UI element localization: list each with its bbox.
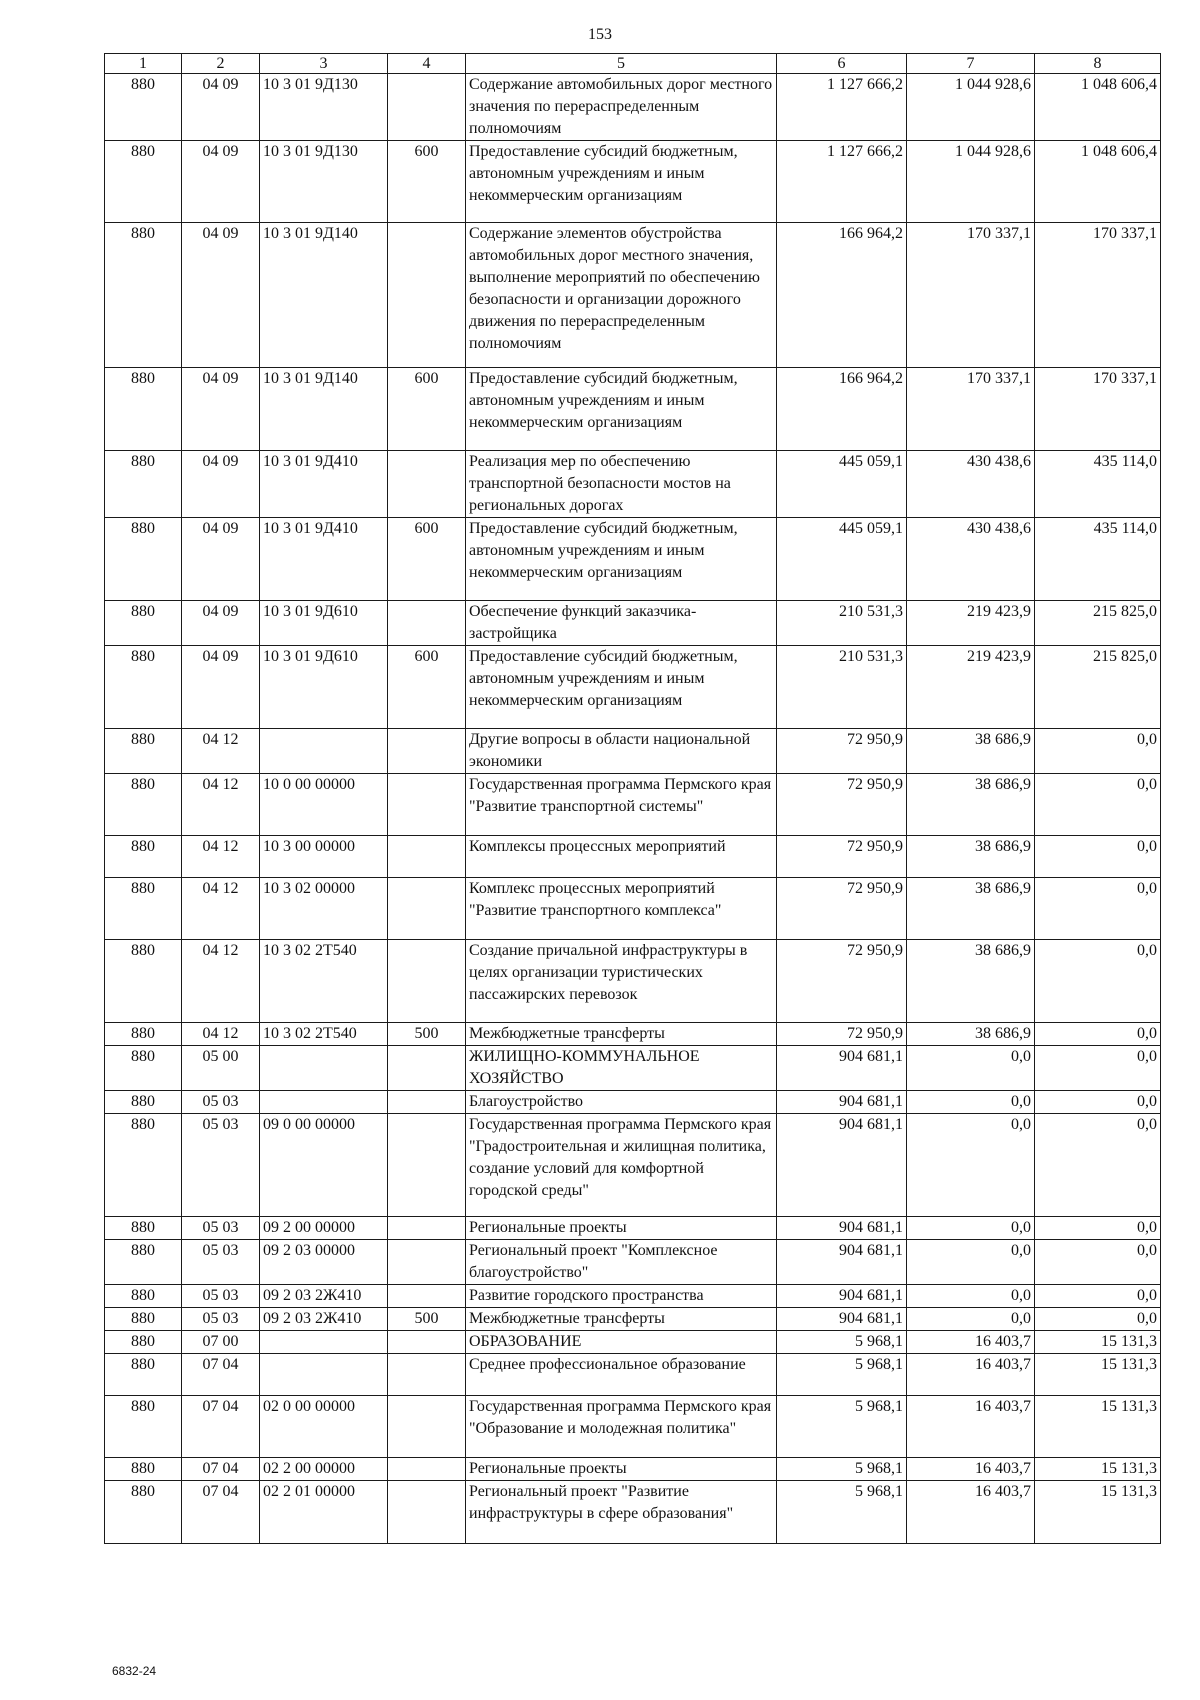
footer-code: 6832-24 [112,1664,157,1678]
cell-expense-type [388,1240,466,1285]
cell-description: Предоставление субсидий бюджетным, автономным учреждениям и иным некоммерческим организациям [466,518,777,601]
cell-amount-year-2: 0,0 [907,1114,1035,1217]
cell-ministry-code: 880 [105,1458,182,1481]
cell-amount-year-2: 430 438,6 [907,518,1035,601]
cell-amount-year-2: 38 686,9 [907,940,1035,1023]
table-row [105,601,1161,646]
cell-expense-type [388,1481,466,1544]
cell-section-code: 04 12 [182,878,260,940]
cell-target-article [260,1354,388,1396]
cell-amount-year-2: 170 337,1 [907,223,1035,368]
cell-amount-year-2: 1 044 928,6 [907,74,1035,141]
cell-description: Развитие городского пространства [466,1285,777,1308]
cell-ministry-code: 880 [105,1308,182,1331]
cell-ministry-code: 880 [105,1354,182,1396]
cell-ministry-code: 880 [105,1217,182,1240]
cell-ministry-code: 880 [105,1396,182,1458]
cell-section-code: 05 03 [182,1308,260,1331]
cell-expense-type: 600 [388,141,466,223]
cell-amount-year-3: 0,0 [1035,1023,1161,1046]
cell-ministry-code: 880 [105,451,182,518]
cell-target-article: 02 0 00 00000 [260,1396,388,1458]
cell-target-article: 10 3 01 9Д130 [260,141,388,223]
cell-amount-year-3: 15 131,3 [1035,1331,1161,1354]
cell-ministry-code: 880 [105,368,182,451]
cell-amount-year-1: 904 681,1 [777,1240,907,1285]
cell-target-article: 02 2 00 00000 [260,1458,388,1481]
cell-amount-year-1: 72 950,9 [777,940,907,1023]
cell-description: Создание причальной инфраструктуры в целях организации туристических пассажирских перевозок [466,940,777,1023]
cell-expense-type: 500 [388,1308,466,1331]
cell-target-article: 10 0 00 00000 [260,774,388,836]
cell-description: Региональный проект "Комплексное благоустройство" [466,1240,777,1285]
cell-amount-year-1: 5 968,1 [777,1396,907,1458]
cell-amount-year-2: 170 337,1 [907,368,1035,451]
cell-description: Комплексы процессных мероприятий [466,836,777,878]
table-row [105,836,1161,878]
header-row [105,54,1161,74]
cell-expense-type [388,1046,466,1091]
cell-amount-year-1: 1 127 666,2 [777,74,907,141]
column-header: 5 [466,54,777,74]
table-body [105,74,1161,1544]
table-row [105,878,1161,940]
cell-expense-type [388,836,466,878]
cell-expense-type [388,1114,466,1217]
cell-ministry-code: 880 [105,1285,182,1308]
cell-description: Среднее профессиональное образование [466,1354,777,1396]
cell-ministry-code: 880 [105,1046,182,1091]
cell-ministry-code: 880 [105,729,182,774]
cell-section-code: 07 04 [182,1481,260,1544]
cell-section-code: 07 04 [182,1458,260,1481]
cell-description: ЖИЛИЩНО-КОММУНАЛЬНОЕ ХОЗЯЙСТВО [466,1046,777,1091]
cell-amount-year-1: 5 968,1 [777,1354,907,1396]
cell-amount-year-3: 15 131,3 [1035,1481,1161,1544]
table-row [105,1308,1161,1331]
cell-amount-year-2: 38 686,9 [907,878,1035,940]
cell-description: Содержание элементов обустройства автомобильных дорог местного значения, выполнение мероприятий по обеспечению безопасности и организации дорожного движения по перераспределенным полномочиям [466,223,777,368]
cell-amount-year-2: 0,0 [907,1046,1035,1091]
cell-section-code: 07 00 [182,1331,260,1354]
cell-amount-year-3: 0,0 [1035,1217,1161,1240]
cell-amount-year-2: 0,0 [907,1217,1035,1240]
cell-amount-year-3: 215 825,0 [1035,646,1161,729]
cell-amount-year-1: 445 059,1 [777,451,907,518]
cell-description: Межбюджетные трансферты [466,1023,777,1046]
cell-amount-year-1: 904 681,1 [777,1308,907,1331]
cell-amount-year-3: 0,0 [1035,836,1161,878]
cell-expense-type: 600 [388,518,466,601]
cell-amount-year-2: 219 423,9 [907,601,1035,646]
cell-section-code: 07 04 [182,1396,260,1458]
cell-amount-year-2: 16 403,7 [907,1396,1035,1458]
cell-description: ОБРАЗОВАНИЕ [466,1331,777,1354]
cell-ministry-code: 880 [105,646,182,729]
cell-amount-year-3: 215 825,0 [1035,601,1161,646]
cell-ministry-code: 880 [105,141,182,223]
cell-amount-year-3: 15 131,3 [1035,1458,1161,1481]
cell-target-article: 09 2 03 00000 [260,1240,388,1285]
cell-target-article: 10 3 01 9Д610 [260,646,388,729]
cell-ministry-code: 880 [105,518,182,601]
cell-target-article: 10 3 01 9Д410 [260,518,388,601]
cell-description: Межбюджетные трансферты [466,1308,777,1331]
cell-section-code: 04 12 [182,836,260,878]
cell-amount-year-1: 904 681,1 [777,1046,907,1091]
cell-expense-type [388,1217,466,1240]
cell-ministry-code: 880 [105,1331,182,1354]
cell-amount-year-2: 16 403,7 [907,1481,1035,1544]
cell-amount-year-3: 0,0 [1035,878,1161,940]
cell-section-code: 04 12 [182,729,260,774]
cell-description: Государственная программа Пермского края "Градостроительная и жилищная политика, создание условий для комфортной городской среды" [466,1114,777,1217]
cell-section-code: 05 03 [182,1091,260,1114]
cell-amount-year-3: 15 131,3 [1035,1396,1161,1458]
cell-amount-year-2: 16 403,7 [907,1331,1035,1354]
cell-description: Обеспечение функций заказчика-застройщика [466,601,777,646]
cell-amount-year-3: 435 114,0 [1035,518,1161,601]
cell-section-code: 04 09 [182,368,260,451]
cell-ministry-code: 880 [105,836,182,878]
cell-amount-year-1: 445 059,1 [777,518,907,601]
cell-amount-year-1: 210 531,3 [777,601,907,646]
cell-target-article [260,729,388,774]
cell-ministry-code: 880 [105,1240,182,1285]
budget-table [104,53,1161,1544]
page-number: 153 [588,26,612,43]
cell-amount-year-2: 0,0 [907,1308,1035,1331]
cell-amount-year-2: 38 686,9 [907,836,1035,878]
table-row [105,1285,1161,1308]
cell-target-article: 09 0 00 00000 [260,1114,388,1217]
cell-ministry-code: 880 [105,223,182,368]
cell-ministry-code: 880 [105,1023,182,1046]
cell-amount-year-1: 72 950,9 [777,836,907,878]
cell-expense-type: 600 [388,646,466,729]
cell-section-code: 05 03 [182,1217,260,1240]
table-row [105,1114,1161,1217]
cell-expense-type [388,74,466,141]
cell-amount-year-1: 5 968,1 [777,1331,907,1354]
cell-section-code: 05 03 [182,1285,260,1308]
cell-amount-year-3: 0,0 [1035,1114,1161,1217]
cell-ministry-code: 880 [105,1091,182,1114]
cell-expense-type [388,451,466,518]
cell-amount-year-3: 0,0 [1035,1308,1161,1331]
cell-ministry-code: 880 [105,1481,182,1544]
cell-ministry-code: 880 [105,74,182,141]
cell-amount-year-1: 5 968,1 [777,1458,907,1481]
cell-target-article: 10 3 01 9Д140 [260,223,388,368]
table-row [105,729,1161,774]
cell-target-article: 10 3 00 00000 [260,836,388,878]
cell-target-article: 10 3 02 2Т540 [260,940,388,1023]
cell-section-code: 04 09 [182,646,260,729]
cell-ministry-code: 880 [105,601,182,646]
cell-amount-year-3: 0,0 [1035,774,1161,836]
cell-section-code: 04 09 [182,141,260,223]
cell-amount-year-1: 904 681,1 [777,1285,907,1308]
cell-amount-year-1: 72 950,9 [777,878,907,940]
cell-amount-year-1: 1 127 666,2 [777,141,907,223]
cell-target-article: 10 3 01 9Д610 [260,601,388,646]
cell-section-code: 04 12 [182,940,260,1023]
cell-amount-year-1: 166 964,2 [777,223,907,368]
cell-amount-year-2: 16 403,7 [907,1458,1035,1481]
cell-amount-year-1: 72 950,9 [777,774,907,836]
cell-description: Государственная программа Пермского края "Образование и молодежная политика" [466,1396,777,1458]
cell-section-code: 04 09 [182,601,260,646]
cell-section-code: 05 03 [182,1114,260,1217]
table-row [105,774,1161,836]
cell-amount-year-3: 1 048 606,4 [1035,74,1161,141]
cell-amount-year-2: 0,0 [907,1091,1035,1114]
cell-target-article [260,1046,388,1091]
cell-expense-type: 500 [388,1023,466,1046]
table-row [105,1481,1161,1544]
cell-target-article: 09 2 03 2Ж410 [260,1308,388,1331]
table-row [105,518,1161,601]
cell-section-code: 04 09 [182,451,260,518]
cell-amount-year-1: 904 681,1 [777,1217,907,1240]
cell-amount-year-1: 904 681,1 [777,1114,907,1217]
cell-ministry-code: 880 [105,774,182,836]
table-row [105,646,1161,729]
cell-amount-year-2: 219 423,9 [907,646,1035,729]
cell-expense-type [388,1091,466,1114]
cell-description: Предоставление субсидий бюджетным, автономным учреждениям и иным некоммерческим организациям [466,646,777,729]
cell-description: Региональные проекты [466,1217,777,1240]
cell-amount-year-1: 72 950,9 [777,1023,907,1046]
cell-amount-year-3: 0,0 [1035,1046,1161,1091]
cell-description: Комплекс процессных мероприятий "Развитие транспортного комплекса" [466,878,777,940]
cell-amount-year-3: 0,0 [1035,1091,1161,1114]
table-row [105,141,1161,223]
table-row [105,1023,1161,1046]
cell-target-article [260,1091,388,1114]
cell-amount-year-1: 166 964,2 [777,368,907,451]
table-row [105,1091,1161,1114]
column-header: 4 [388,54,466,74]
cell-amount-year-2: 38 686,9 [907,1023,1035,1046]
cell-description: Региональные проекты [466,1458,777,1481]
cell-ministry-code: 880 [105,878,182,940]
table-row [105,1396,1161,1458]
cell-section-code: 04 12 [182,1023,260,1046]
cell-amount-year-3: 170 337,1 [1035,368,1161,451]
cell-section-code: 07 04 [182,1354,260,1396]
cell-description: Другие вопросы в области национальной экономики [466,729,777,774]
table-row [105,1046,1161,1091]
cell-target-article: 10 3 01 9Д130 [260,74,388,141]
column-header: 1 [105,54,182,74]
table-row [105,1217,1161,1240]
cell-expense-type [388,774,466,836]
cell-expense-type [388,1331,466,1354]
column-header: 6 [777,54,907,74]
cell-amount-year-3: 0,0 [1035,1240,1161,1285]
cell-target-article: 09 2 00 00000 [260,1217,388,1240]
cell-section-code: 04 09 [182,223,260,368]
cell-expense-type [388,1458,466,1481]
cell-expense-type [388,729,466,774]
cell-amount-year-2: 0,0 [907,1285,1035,1308]
cell-expense-type [388,223,466,368]
cell-amount-year-3: 170 337,1 [1035,223,1161,368]
cell-target-article: 10 3 02 00000 [260,878,388,940]
cell-section-code: 04 09 [182,518,260,601]
column-header: 2 [182,54,260,74]
cell-description: Содержание автомобильных дорог местного значения по перераспределенным полномочиям [466,74,777,141]
cell-amount-year-3: 15 131,3 [1035,1354,1161,1396]
table-row [105,1240,1161,1285]
cell-amount-year-1: 210 531,3 [777,646,907,729]
cell-expense-type [388,601,466,646]
cell-expense-type: 600 [388,368,466,451]
column-header: 8 [1035,54,1161,74]
cell-target-article: 02 2 01 00000 [260,1481,388,1544]
cell-expense-type [388,878,466,940]
cell-target-article: 10 3 01 9Д140 [260,368,388,451]
cell-ministry-code: 880 [105,940,182,1023]
cell-section-code: 05 00 [182,1046,260,1091]
table-row [105,1458,1161,1481]
cell-description: Государственная программа Пермского края "Развитие транспортной системы" [466,774,777,836]
cell-amount-year-1: 5 968,1 [777,1481,907,1544]
cell-amount-year-2: 430 438,6 [907,451,1035,518]
cell-amount-year-3: 0,0 [1035,940,1161,1023]
cell-section-code: 05 03 [182,1240,260,1285]
table-row [105,940,1161,1023]
cell-amount-year-3: 0,0 [1035,729,1161,774]
cell-description: Предоставление субсидий бюджетным, автономным учреждениям и иным некоммерческим организациям [466,368,777,451]
table-row [105,1354,1161,1396]
cell-amount-year-1: 72 950,9 [777,729,907,774]
cell-amount-year-3: 1 048 606,4 [1035,141,1161,223]
table-row [105,223,1161,368]
cell-amount-year-1: 904 681,1 [777,1091,907,1114]
cell-ministry-code: 880 [105,1114,182,1217]
cell-expense-type [388,1285,466,1308]
cell-target-article: 10 3 02 2Т540 [260,1023,388,1046]
cell-section-code: 04 12 [182,774,260,836]
table-row [105,451,1161,518]
cell-description: Благоустройство [466,1091,777,1114]
column-header: 3 [260,54,388,74]
table-row [105,1331,1161,1354]
cell-amount-year-3: 435 114,0 [1035,451,1161,518]
cell-amount-year-2: 1 044 928,6 [907,141,1035,223]
cell-expense-type [388,1354,466,1396]
table-row [105,368,1161,451]
cell-section-code: 04 09 [182,74,260,141]
cell-target-article: 09 2 03 2Ж410 [260,1285,388,1308]
cell-amount-year-2: 16 403,7 [907,1354,1035,1396]
cell-description: Региональный проект "Развитие инфраструктуры в сфере образования" [466,1481,777,1544]
cell-amount-year-2: 38 686,9 [907,729,1035,774]
cell-description: Реализация мер по обеспечению транспортной безопасности мостов на региональных дорогах [466,451,777,518]
cell-expense-type [388,940,466,1023]
cell-target-article: 10 3 01 9Д410 [260,451,388,518]
cell-amount-year-2: 0,0 [907,1240,1035,1285]
cell-amount-year-3: 0,0 [1035,1285,1161,1308]
cell-target-article [260,1331,388,1354]
cell-amount-year-2: 38 686,9 [907,774,1035,836]
cell-description: Предоставление субсидий бюджетным, автономным учреждениям и иным некоммерческим организациям [466,141,777,223]
cell-expense-type [388,1396,466,1458]
table-row [105,74,1161,141]
column-header: 7 [907,54,1035,74]
